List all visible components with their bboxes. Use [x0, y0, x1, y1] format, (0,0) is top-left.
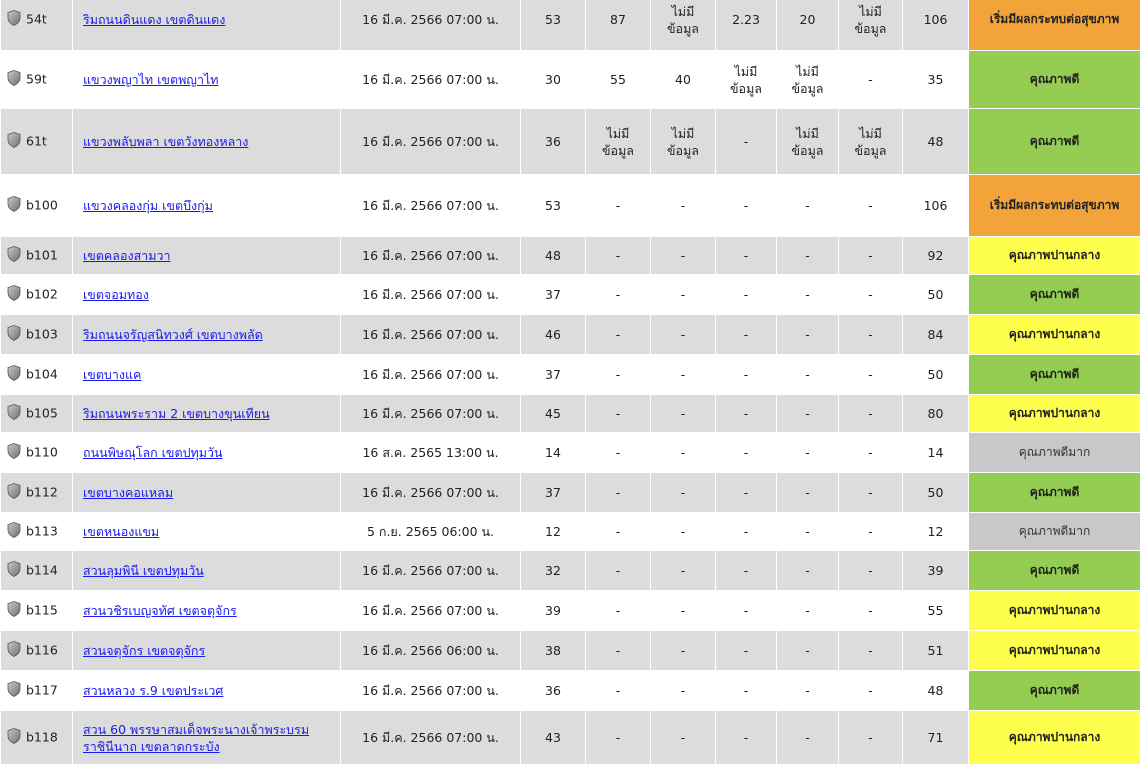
value-cell: -	[716, 631, 777, 671]
value-cell: -	[839, 315, 903, 355]
location-link[interactable]: เขตบางแค	[83, 367, 141, 382]
value-cell: -	[777, 175, 839, 237]
location-link[interactable]: เขตบางคอแหลม	[83, 485, 173, 500]
table-row	[1, 0, 1140, 51]
shield-icon	[7, 561, 21, 581]
table-row	[1, 591, 1140, 631]
station-id: b114	[26, 562, 58, 577]
location-cell	[73, 395, 341, 433]
status-badge: คุณภาพดี	[969, 275, 1140, 315]
value-cell: 55	[586, 51, 651, 109]
aqi-cell: 80	[903, 395, 969, 433]
value-cell: -	[586, 513, 651, 551]
shield-icon	[7, 285, 21, 305]
value-cell: 87	[586, 0, 651, 51]
value-cell: -	[586, 711, 651, 765]
station-cell	[1, 175, 73, 237]
status-badge: เริ่มมีผลกระทบต่อสุขภาพ	[969, 175, 1140, 237]
value-cell: -	[716, 551, 777, 591]
value-cell: -	[651, 433, 716, 473]
location-cell	[73, 315, 341, 355]
value-cell: -	[839, 513, 903, 551]
value-cell: 36	[521, 671, 586, 711]
location-link[interactable]: แขวงคลองกุ่ม เขตบึงกุ่ม	[83, 198, 213, 213]
value-cell: 43	[521, 711, 586, 765]
value-cell: -	[839, 551, 903, 591]
shield-icon	[7, 601, 21, 621]
value-cell: -	[586, 671, 651, 711]
station-id: b115	[26, 602, 58, 617]
station-id: b105	[26, 405, 58, 420]
value-cell: -	[716, 275, 777, 315]
station-cell	[1, 433, 73, 473]
datetime-cell: 16 มี.ค. 2566 07:00 น.	[341, 355, 521, 395]
value-cell: -	[651, 513, 716, 551]
value-cell: -	[651, 175, 716, 237]
station-cell	[1, 671, 73, 711]
table-row	[1, 355, 1140, 395]
value-cell: -	[716, 473, 777, 513]
station-cell	[1, 275, 73, 315]
value-cell: ไม่มี ข้อมูล	[716, 51, 777, 109]
value-cell: -	[651, 591, 716, 631]
location-link[interactable]: สวน 60 พรรษาสมเด็จพระนางเจ้าพระบรมราชินีนาถ เขตลาดกระบัง	[83, 722, 309, 754]
location-link[interactable]: ริมถนนพระราม 2 เขตบางขุนเทียน	[83, 406, 270, 421]
location-link[interactable]: สวนลุมพินี เขตปทุมวัน	[83, 563, 204, 578]
value-cell: -	[716, 315, 777, 355]
aqi-cell: 39	[903, 551, 969, 591]
value-cell: -	[839, 395, 903, 433]
station-id: b117	[26, 682, 58, 697]
station-id: b113	[26, 523, 58, 538]
station-cell	[1, 631, 73, 671]
station-cell	[1, 237, 73, 275]
location-cell	[73, 175, 341, 237]
station-id: 61t	[26, 133, 47, 148]
station-id: b100	[26, 197, 58, 212]
shield-icon	[7, 641, 21, 661]
value-cell: -	[651, 237, 716, 275]
value-cell: ไม่มี ข้อมูล	[651, 109, 716, 175]
shield-icon	[7, 246, 21, 266]
aqi-cell: 35	[903, 51, 969, 109]
shield-icon	[7, 681, 21, 701]
station-cell	[1, 315, 73, 355]
location-cell	[73, 711, 341, 765]
datetime-cell: 16 มี.ค. 2566 07:00 น.	[341, 473, 521, 513]
status-badge: คุณภาพดี	[969, 51, 1140, 109]
value-cell: 39	[521, 591, 586, 631]
table-row	[1, 671, 1140, 711]
value-cell: ไม่มี ข้อมูล	[586, 109, 651, 175]
station-cell	[1, 711, 73, 765]
value-cell: 30	[521, 51, 586, 109]
station-id: b102	[26, 286, 58, 301]
value-cell: -	[586, 237, 651, 275]
value-cell: -	[651, 355, 716, 395]
location-link[interactable]: เขตหนองแขม	[83, 524, 159, 539]
aqi-cell: 51	[903, 631, 969, 671]
status-badge: คุณภาพดีมาก	[969, 433, 1140, 473]
station-cell	[1, 109, 73, 175]
datetime-cell: 16 มี.ค. 2566 07:00 น.	[341, 109, 521, 175]
station-cell	[1, 473, 73, 513]
table-row	[1, 175, 1140, 237]
value-cell: -	[839, 275, 903, 315]
aqi-cell: 55	[903, 591, 969, 631]
location-cell	[73, 433, 341, 473]
status-badge: คุณภาพปานกลาง	[969, 237, 1140, 275]
value-cell: -	[586, 631, 651, 671]
value-cell: -	[839, 631, 903, 671]
value-cell: -	[651, 395, 716, 433]
datetime-cell: 16 มี.ค. 2566 06:00 น.	[341, 631, 521, 671]
datetime-cell: 16 มี.ค. 2566 07:00 น.	[341, 315, 521, 355]
value-cell: -	[586, 355, 651, 395]
value-cell: -	[777, 631, 839, 671]
value-cell: ไม่มี ข้อมูล	[839, 0, 903, 51]
shield-icon	[7, 10, 21, 30]
value-cell: -	[777, 395, 839, 433]
value-cell: -	[716, 591, 777, 631]
shield-icon	[7, 404, 21, 424]
value-cell: -	[839, 355, 903, 395]
value-cell: 37	[521, 275, 586, 315]
location-link[interactable]: สวนจตุจักร เขตจตุจักร	[83, 643, 205, 658]
table-row	[1, 551, 1140, 591]
datetime-cell: 16 มี.ค. 2566 07:00 น.	[341, 551, 521, 591]
value-cell: -	[716, 671, 777, 711]
location-link[interactable]: แขวงพญาไท เขตพญาไท	[83, 72, 219, 87]
location-cell	[73, 237, 341, 275]
value-cell: -	[586, 473, 651, 513]
value-cell: 14	[521, 433, 586, 473]
datetime-cell: 16 มี.ค. 2566 07:00 น.	[341, 237, 521, 275]
table-body	[1, 0, 1140, 765]
datetime-cell: 16 มี.ค. 2566 07:00 น.	[341, 591, 521, 631]
value-cell: -	[839, 237, 903, 275]
value-cell: 32	[521, 551, 586, 591]
aqi-cell: 71	[903, 711, 969, 765]
value-cell: -	[651, 631, 716, 671]
aqi-cell: 48	[903, 109, 969, 175]
location-link[interactable]: ริมถนนจรัญสนิทวงศ์ เขตบางพลัด	[83, 327, 263, 342]
location-link[interactable]: สวนหลวง ร.9 เขตประเวศ	[83, 683, 223, 698]
value-cell: -	[777, 671, 839, 711]
value-cell: -	[716, 355, 777, 395]
location-cell	[73, 671, 341, 711]
status-badge: คุณภาพปานกลาง	[969, 591, 1140, 631]
location-cell	[73, 51, 341, 109]
value-cell: -	[586, 175, 651, 237]
value-cell: -	[586, 315, 651, 355]
location-link[interactable]: เขตคลองสามวา	[83, 248, 171, 263]
location-cell	[73, 0, 341, 51]
value-cell: -	[839, 433, 903, 473]
shield-icon	[7, 365, 21, 385]
status-badge: เริ่มมีผลกระทบต่อสุขภาพ	[969, 0, 1140, 51]
shield-icon	[7, 522, 21, 542]
value-cell: ไม่มี ข้อมูล	[777, 109, 839, 175]
aqi-cell: 50	[903, 355, 969, 395]
aqi-cell: 106	[903, 175, 969, 237]
status-badge: คุณภาพดี	[969, 473, 1140, 513]
value-cell: -	[777, 433, 839, 473]
value-cell: 38	[521, 631, 586, 671]
status-badge: คุณภาพปานกลาง	[969, 711, 1140, 765]
datetime-cell: 16 มี.ค. 2566 07:00 น.	[341, 51, 521, 109]
station-cell	[1, 591, 73, 631]
table-row	[1, 513, 1140, 551]
value-cell: -	[651, 551, 716, 591]
shield-icon	[7, 132, 21, 152]
value-cell: -	[777, 551, 839, 591]
location-cell	[73, 591, 341, 631]
value-cell: 20	[777, 0, 839, 51]
datetime-cell: 16 มี.ค. 2566 07:00 น.	[341, 671, 521, 711]
status-badge: คุณภาพดี	[969, 109, 1140, 175]
datetime-cell: 16 มี.ค. 2566 07:00 น.	[341, 711, 521, 765]
datetime-cell: 16 มี.ค. 2566 07:00 น.	[341, 175, 521, 237]
value-cell: -	[651, 473, 716, 513]
aqi-cell: 14	[903, 433, 969, 473]
aqi-cell: 106	[903, 0, 969, 51]
aqi-cell: 12	[903, 513, 969, 551]
station-cell	[1, 51, 73, 109]
value-cell: 36	[521, 109, 586, 175]
value-cell: -	[777, 315, 839, 355]
value-cell: -	[586, 395, 651, 433]
value-cell: -	[651, 275, 716, 315]
status-badge: คุณภาพปานกลาง	[969, 315, 1140, 355]
value-cell: -	[839, 711, 903, 765]
datetime-cell: 16 มี.ค. 2566 07:00 น.	[341, 275, 521, 315]
datetime-cell: 5 ก.ย. 2565 06:00 น.	[341, 513, 521, 551]
value-cell: 40	[651, 51, 716, 109]
location-cell	[73, 355, 341, 395]
location-link[interactable]: ริมถนนดินแดง เขตดินแดง	[83, 12, 225, 27]
aqi-cell: 92	[903, 237, 969, 275]
station-cell	[1, 355, 73, 395]
value-cell: -	[651, 315, 716, 355]
value-cell: -	[586, 275, 651, 315]
value-cell: -	[839, 671, 903, 711]
station-cell	[1, 0, 73, 51]
location-cell	[73, 109, 341, 175]
datetime-cell: 16 ส.ค. 2565 13:00 น.	[341, 433, 521, 473]
location-cell	[73, 275, 341, 315]
station-id: b104	[26, 366, 58, 381]
station-cell	[1, 551, 73, 591]
value-cell: -	[586, 433, 651, 473]
value-cell: -	[716, 513, 777, 551]
value-cell: 12	[521, 513, 586, 551]
datetime-cell: 16 มี.ค. 2566 07:00 น.	[341, 0, 521, 51]
table-row	[1, 275, 1140, 315]
status-badge: คุณภาพดี	[969, 551, 1140, 591]
table-row	[1, 51, 1140, 109]
datetime-cell: 16 มี.ค. 2566 07:00 น.	[341, 395, 521, 433]
station-id: b110	[26, 444, 58, 459]
value-cell: -	[716, 711, 777, 765]
value-cell: -	[716, 109, 777, 175]
location-link[interactable]: ถนนพิษณุโลก เขตปทุมวัน	[83, 445, 223, 460]
value-cell: -	[777, 591, 839, 631]
shield-icon	[7, 325, 21, 345]
value-cell: -	[716, 175, 777, 237]
value-cell: 2.23	[716, 0, 777, 51]
value-cell: -	[586, 551, 651, 591]
value-cell: -	[586, 591, 651, 631]
value-cell: -	[651, 671, 716, 711]
value-cell: 53	[521, 175, 586, 237]
status-badge: คุณภาพดี	[969, 355, 1140, 395]
value-cell: -	[839, 473, 903, 513]
station-cell	[1, 513, 73, 551]
value-cell: -	[777, 237, 839, 275]
status-badge: คุณภาพดี	[969, 671, 1140, 711]
location-link[interactable]: แขวงพลับพลา เขตวังทองหลาง	[83, 134, 248, 149]
shield-icon	[7, 443, 21, 463]
station-id: 54t	[26, 11, 47, 26]
aqi-cell: 84	[903, 315, 969, 355]
value-cell: 45	[521, 395, 586, 433]
location-cell	[73, 513, 341, 551]
value-cell: -	[839, 175, 903, 237]
value-cell: -	[777, 513, 839, 551]
value-cell: ไม่มี ข้อมูล	[839, 109, 903, 175]
station-id: 59t	[26, 71, 47, 86]
table-row	[1, 315, 1140, 355]
status-badge: คุณภาพปานกลาง	[969, 631, 1140, 671]
value-cell: 53	[521, 0, 586, 51]
value-cell: ไม่มี ข้อมูล	[777, 51, 839, 109]
status-badge: คุณภาพดีมาก	[969, 513, 1140, 551]
location-cell	[73, 631, 341, 671]
value-cell: -	[839, 51, 903, 109]
value-cell: 46	[521, 315, 586, 355]
value-cell: -	[716, 433, 777, 473]
station-id: b103	[26, 326, 58, 341]
value-cell: 48	[521, 237, 586, 275]
location-cell	[73, 551, 341, 591]
value-cell: -	[777, 473, 839, 513]
value-cell: -	[777, 355, 839, 395]
value-cell: -	[777, 275, 839, 315]
value-cell: 37	[521, 355, 586, 395]
value-cell: -	[777, 711, 839, 765]
table-row	[1, 395, 1140, 433]
table-row	[1, 473, 1140, 513]
station-cell	[1, 395, 73, 433]
value-cell: ไม่มี ข้อมูล	[651, 0, 716, 51]
table-row	[1, 631, 1140, 671]
value-cell: -	[651, 711, 716, 765]
table-row	[1, 711, 1140, 765]
station-id: b112	[26, 484, 58, 499]
status-badge: คุณภาพปานกลาง	[969, 395, 1140, 433]
value-cell: -	[716, 395, 777, 433]
station-id: b118	[26, 729, 58, 744]
location-link[interactable]: สวนวชิรเบญจทัศ เขตจตุจักร	[83, 603, 237, 618]
shield-icon	[7, 728, 21, 748]
location-link[interactable]: เขตจอมทอง	[83, 287, 149, 302]
value-cell: -	[716, 237, 777, 275]
shield-icon	[7, 196, 21, 216]
value-cell: -	[839, 591, 903, 631]
shield-icon	[7, 70, 21, 90]
shield-icon	[7, 483, 21, 503]
station-id: b116	[26, 642, 58, 657]
station-id: b101	[26, 247, 58, 262]
value-cell: 37	[521, 473, 586, 513]
aqi-cell: 50	[903, 275, 969, 315]
table-row	[1, 109, 1140, 175]
aqi-cell: 50	[903, 473, 969, 513]
location-cell	[73, 473, 341, 513]
aqi-cell: 48	[903, 671, 969, 711]
table-row	[1, 237, 1140, 275]
table-row	[1, 433, 1140, 473]
